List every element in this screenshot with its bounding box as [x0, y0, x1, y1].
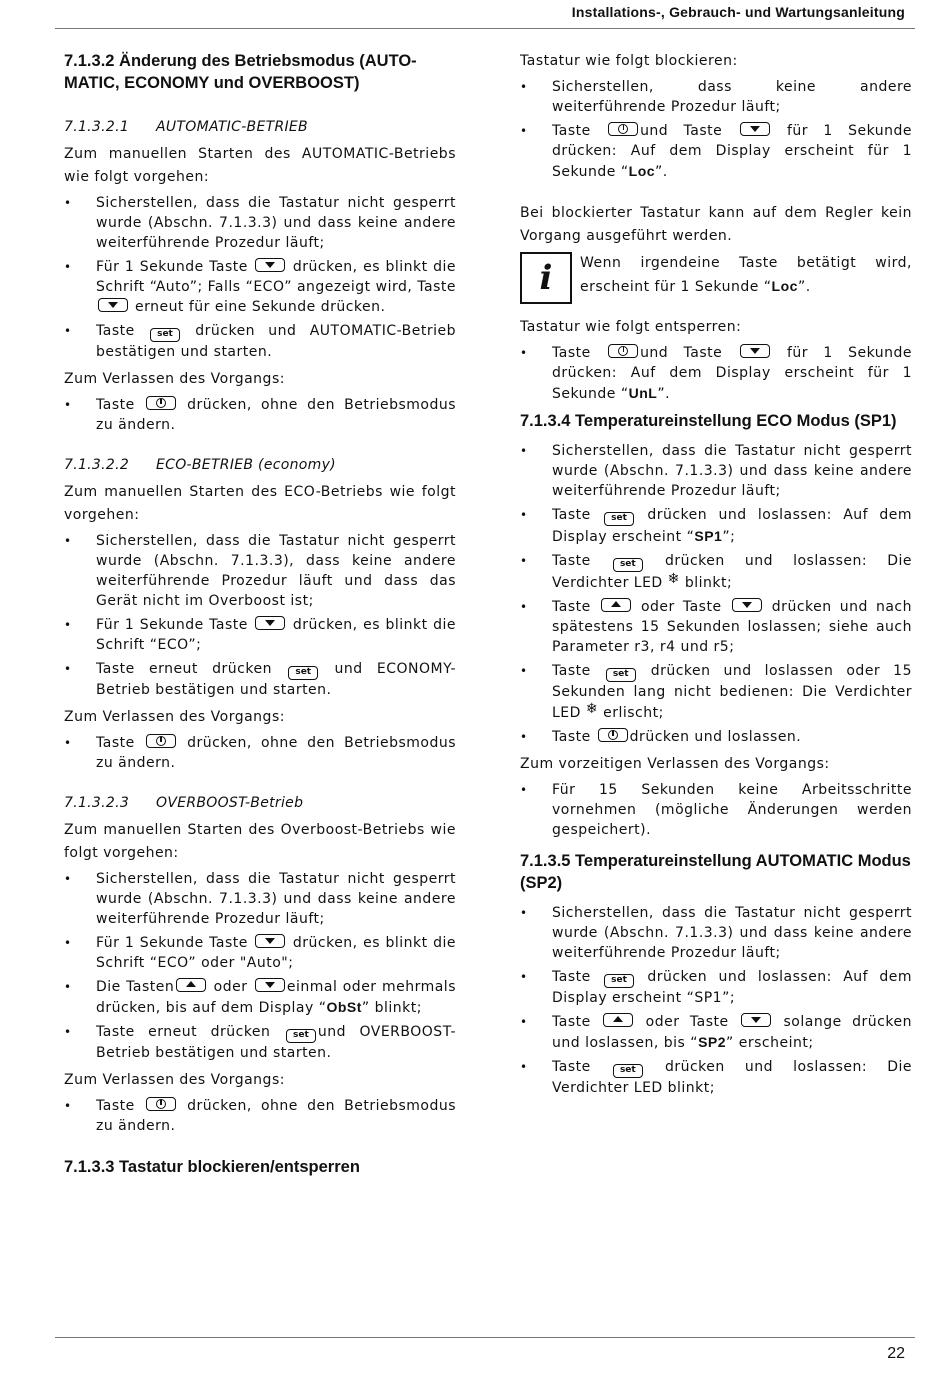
power-key-icon — [146, 396, 176, 410]
info-icon: i — [520, 252, 572, 304]
list-item — [520, 551, 912, 593]
power-key-icon — [608, 344, 638, 358]
text: ”. — [655, 164, 668, 180]
text: drücken und loslassen: Die Verdichter LED blinkt; — [552, 1059, 912, 1096]
subheading-overboost — [64, 793, 456, 813]
overboost-exit-steps — [64, 1096, 456, 1136]
list-item — [520, 505, 912, 547]
automatic-intro: Zum manuellen Starten des AUTOMATIC-Betriebs wie folgt vorgehen: — [64, 146, 456, 185]
right-column — [520, 50, 912, 1104]
text: drücken und nach spätestens 15 Sekunden loslassen; siehe auch Parameter r3, r4 und r5; — [552, 599, 912, 655]
down-key-icon — [255, 978, 285, 992]
text: drücken, ohne den Betriebsmodus zu ändern. — [96, 397, 457, 433]
set-key-icon: set — [606, 668, 636, 682]
text: Für 1 Sekunde Taste — [96, 935, 248, 951]
text: ”. — [657, 386, 671, 402]
overboost-intro: Zum manuellen Starten des Overboost-Betriebs wie folgt vorgehen: — [64, 822, 456, 861]
text: drücken und loslassen oder 15 Sekunden lang nicht bedienen: Die Verdichter LED — [552, 663, 912, 721]
text: Taste — [552, 553, 591, 569]
subheading-number: 7.1.3.2.2 — [64, 457, 130, 473]
list-item — [64, 615, 456, 655]
display-code: SP1 — [694, 528, 723, 544]
list-item — [520, 343, 912, 404]
text: Taste — [552, 507, 591, 523]
sp1-exit: Zum vorzeitigen Verlassen des Vorgangs: — [520, 756, 830, 772]
text: Taste — [552, 599, 591, 615]
list-item — [520, 1057, 912, 1098]
lock-intro: Tastatur wie folgt blockieren: — [520, 53, 738, 69]
text: ” erscheint; — [726, 1035, 814, 1051]
power-key-icon — [146, 734, 176, 748]
list-item — [64, 659, 456, 700]
compressor-led-icon: ❄ — [667, 571, 680, 587]
power-key-icon — [146, 1097, 176, 1111]
unlock-intro: Tastatur wie folgt entsperren: — [520, 319, 742, 335]
list-item — [520, 727, 912, 747]
sp2-steps — [520, 903, 912, 1098]
set-key-icon: set — [613, 1064, 643, 1078]
down-key-icon — [740, 122, 770, 136]
eco-exit: Zum Verlassen des Vorgangs: — [64, 709, 285, 725]
list-item — [64, 733, 456, 773]
list-item — [64, 1096, 456, 1136]
list-item — [520, 967, 912, 1008]
subheading-automatic — [64, 117, 456, 137]
list-item — [64, 257, 456, 317]
eco-steps — [64, 531, 456, 700]
display-code: Loc — [628, 163, 656, 179]
text: für 1 Sekunde drücken: Auf dem Display erscheint für 1 Sekunde “ — [552, 345, 913, 402]
compressor-led-icon: ❄ — [585, 701, 599, 717]
down-key-icon — [741, 1013, 771, 1027]
text: Taste — [552, 1014, 591, 1030]
display-code: ObSt — [326, 999, 362, 1015]
list-item: • Sicherstellen, dass keine andere weiterführende Prozedur läuft; — [520, 77, 912, 117]
eco-exit-steps — [64, 733, 456, 773]
text: Taste erneut drücken — [96, 661, 272, 677]
text: drücken, ohne den Betriebsmodus zu ändern. — [96, 1098, 457, 1134]
text: und ECONOMY-Betrieb bestätigen und starten. — [96, 661, 457, 698]
text: Wenn irgendeine Taste betätigt wird, erscheint für 1 Sekunde “ — [580, 255, 912, 295]
text: ”. — [797, 279, 811, 295]
down-key-icon — [255, 934, 285, 948]
text: drücken und AUTOMATIC-Betrieb bestätigen und starten. — [96, 323, 457, 360]
text: Taste — [552, 1059, 591, 1075]
subheading-title: OVERBOOST-Betrieb — [156, 795, 304, 811]
list-item: • Sicherstellen, dass die Tastatur nicht gesperrt wurde (Abschn. 7.1.3.3) und dass keine andere weiterführende Prozedur läuft; — [64, 193, 456, 253]
power-key-icon — [598, 728, 628, 742]
overboost-exit: Zum Verlassen des Vorgangs: — [64, 1072, 285, 1088]
sp1-exit-steps — [520, 780, 912, 840]
power-key-icon — [608, 122, 638, 136]
text: drücken und loslassen: Die Verdichter LED — [552, 553, 912, 591]
blocked-note: Bei blockierter Tastatur kann auf dem Regler kein Vorgang ausgeführt werden. — [520, 205, 912, 244]
text: drücken und loslassen: Auf dem Display erscheint “ — [552, 507, 913, 545]
text: oder Taste — [645, 1014, 729, 1030]
text: Taste — [552, 123, 591, 139]
list-item: • Für 15 Sekunden keine Arbeitsschritte vornehmen (mögliche Änderungen werden gespeichert). — [520, 780, 912, 840]
unlock-steps — [520, 343, 912, 404]
subheading-number: 7.1.3.2.3 — [64, 795, 130, 811]
text: Taste — [552, 663, 591, 679]
display-code: Loc — [771, 278, 798, 294]
text: erlischt; — [603, 705, 664, 721]
text: solange drücken und loslassen, bis “ — [552, 1014, 912, 1051]
display-code: UnL — [628, 385, 658, 401]
text: drücken, es blinkt die Schrift “ECO” oder "Auto"; — [96, 935, 457, 971]
down-key-icon — [740, 344, 770, 358]
subheading-title: ECO-BETRIEB (economy) — [156, 457, 336, 473]
set-key-icon: set — [613, 558, 643, 572]
list-item — [64, 977, 456, 1018]
subheading-number: 7.1.3.2.1 — [64, 119, 130, 135]
list-item — [520, 1012, 912, 1053]
automatic-exit: Zum Verlassen des Vorgangs: — [64, 371, 285, 387]
text: blinkt; — [684, 575, 733, 591]
text: drücken, ohne den Betriebsmodus zu ändern. — [96, 735, 457, 771]
text: für 1 Sekunde drücken: Auf dem Display erscheint für 1 Sekunde “ — [552, 123, 913, 180]
down-key-icon — [255, 616, 285, 630]
heading-7132: 7.1.3.2 Änderung des Betriebsmodus (AUTO-MATIC, ECONOMY und OVERBOOST) — [64, 52, 417, 92]
list-item — [64, 1022, 456, 1063]
set-key-icon: set — [150, 328, 180, 342]
text: drücken, es blinkt die Schrift “Auto”; Falls “ECO” angezeigt wird, Taste — [96, 259, 457, 295]
text: ” blinkt; — [361, 1000, 422, 1016]
list-item — [64, 321, 456, 362]
list-item: • Sicherstellen, dass die Tastatur nicht gesperrt wurde (Abschn. 7.1.3.3), dass keine andere weiterführende Prozedur läuft und dass das Gerät nicht im Overboost ist; — [64, 531, 456, 611]
down-key-icon — [98, 298, 128, 312]
overboost-steps — [64, 869, 456, 1063]
text: Taste — [96, 397, 135, 413]
eco-intro: Zum manuellen Starten des ECO-Betriebs wie folgt vorgehen: — [64, 484, 456, 523]
lock-steps — [520, 77, 912, 182]
text: oder — [213, 979, 248, 995]
list-item: • Sicherstellen, dass die Tastatur nicht gesperrt wurde (Abschn. 7.1.3.3) und dass keine andere weiterführende Prozedur läuft; — [64, 869, 456, 929]
info-note — [520, 252, 912, 304]
text: Taste — [552, 729, 591, 745]
text: und OVERBOOST-Betrieb bestätigen und starten. — [96, 1024, 457, 1061]
automatic-exit-steps — [64, 395, 456, 435]
list-item — [520, 597, 912, 657]
set-key-icon: set — [604, 974, 634, 988]
text: Taste — [552, 969, 591, 985]
text: Taste — [552, 345, 591, 361]
page-number: 22 — [887, 1345, 905, 1362]
text: einmal oder mehrmals drücken, bis auf dem Display “ — [96, 979, 456, 1016]
list-item — [520, 661, 912, 723]
display-code: SP2 — [698, 1034, 727, 1050]
set-key-icon: set — [604, 512, 634, 526]
text: ”; — [722, 529, 736, 545]
text: oder Taste — [640, 599, 722, 615]
left-column — [64, 50, 456, 1187]
list-item — [64, 395, 456, 435]
text: Taste — [96, 1098, 135, 1114]
automatic-steps — [64, 193, 456, 362]
info-text — [580, 252, 912, 299]
list-item: • Sicherstellen, dass die Tastatur nicht gesperrt wurde (Abschn. 7.1.3.3) und dass keine andere weiterführende Prozedur läuft; — [520, 903, 912, 963]
text: erneut für eine Sekunde drücken. — [134, 299, 386, 315]
down-key-icon — [732, 598, 762, 612]
list-item: • Sicherstellen, dass die Tastatur nicht gesperrt wurde (Abschn. 7.1.3.3) und dass keine andere weiterführende Prozedur läuft; — [520, 441, 912, 501]
text: drücken, es blinkt die Schrift “ECO”; — [96, 617, 457, 653]
heading-7135: 7.1.3.5 Temperatureinstellung AUTOMATIC Modus (SP2) — [520, 852, 911, 892]
subheading-eco — [64, 455, 456, 475]
heading-7134: 7.1.3.4 Temperatureinstellung ECO Modus (SP1) — [520, 412, 897, 430]
list-item — [64, 933, 456, 973]
sp1-steps — [520, 441, 912, 747]
text: und Taste — [640, 123, 723, 139]
text: Für 1 Sekunde Taste — [96, 259, 248, 275]
set-key-icon: set — [286, 1029, 316, 1043]
list-item — [520, 121, 912, 182]
text: Taste — [96, 323, 135, 339]
heading-7133: 7.1.3.3 Tastatur blockieren/entsperren — [64, 1158, 360, 1176]
footer-rule — [55, 1337, 915, 1338]
text: Für 1 Sekunde Taste — [96, 617, 248, 633]
text: Taste — [96, 735, 135, 751]
up-key-icon — [603, 1013, 633, 1027]
text: und Taste — [640, 345, 723, 361]
text: Die Tasten — [96, 979, 175, 995]
text: Taste erneut drücken — [96, 1024, 271, 1040]
down-key-icon — [255, 258, 285, 272]
header-rule — [55, 28, 915, 29]
subheading-title: AUTOMATIC-BETRIEB — [156, 119, 308, 135]
up-key-icon — [176, 978, 206, 992]
header-title: Installations-, Gebrauch- und Wartungsanleitung — [571, 4, 905, 20]
set-key-icon: set — [288, 666, 318, 680]
text: drücken und loslassen: Auf dem Display erscheint “SP1”; — [552, 969, 913, 1006]
text: drücken und loslassen. — [629, 729, 802, 745]
up-key-icon — [601, 598, 631, 612]
